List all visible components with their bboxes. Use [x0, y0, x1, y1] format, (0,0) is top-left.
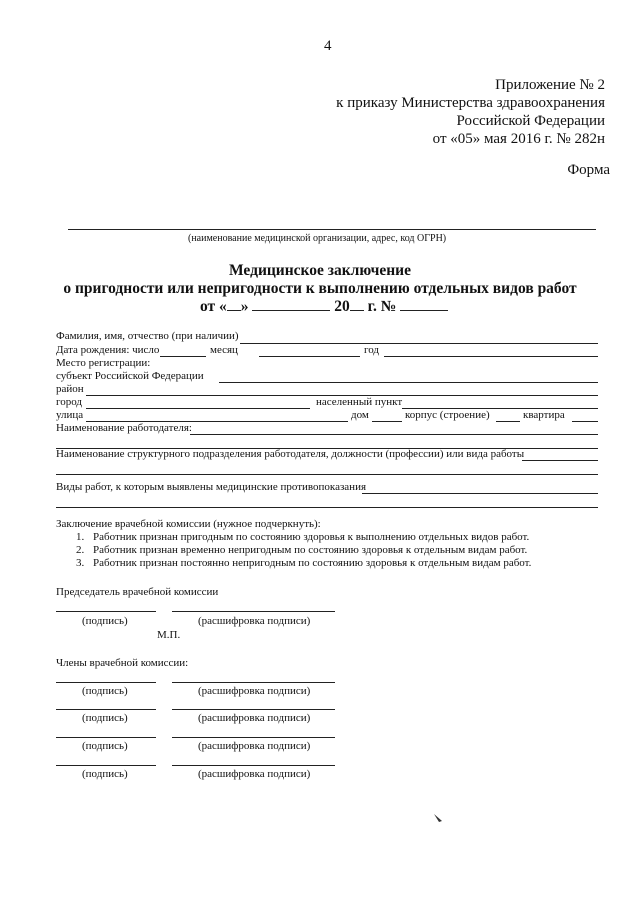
seal-label: М.П. — [157, 629, 181, 641]
scan-mark-icon — [432, 812, 446, 824]
member-decode-caption: (расшифровка подписи) — [198, 740, 311, 752]
building-field[interactable] — [496, 421, 520, 422]
member-decode-line[interactable] — [172, 765, 335, 766]
apartment-label: квартира — [523, 409, 565, 421]
document-title: Медицинское заключение — [229, 262, 411, 279]
appendix-line-1: Приложение № 2 — [495, 77, 605, 93]
dob-label: Дата рождения: число — [56, 344, 160, 356]
work-types-field-2[interactable] — [56, 507, 598, 508]
district-label: район — [56, 383, 84, 395]
member-signature-caption: (подпись) — [82, 685, 128, 697]
dob-month-field[interactable] — [259, 356, 360, 357]
members-heading: Члены врачебной комиссии: — [56, 657, 189, 669]
conclusion-num: 3. — [76, 557, 85, 569]
street-label: улица — [56, 409, 84, 421]
work-types-label: Виды работ, к которым выявлены медицинские противопоказания — [56, 481, 367, 493]
appendix-line-2: к приказу Министерства здравоохранения — [336, 95, 605, 111]
form-label: Форма — [567, 162, 610, 178]
apartment-field[interactable] — [572, 421, 598, 422]
conclusion-text: Работник признан пригодным по состоянию здоровья к выполнению отдельных видов работ. — [93, 531, 530, 543]
subject-label: субъект Российской Федерации — [56, 370, 204, 382]
conclusion-num: 2. — [76, 544, 85, 556]
page-number: 4 — [324, 38, 332, 54]
reg-place-label: Место регистрации: — [56, 357, 151, 369]
year-label: год — [364, 344, 380, 356]
fio-label: Фамилия, имя, отчество (при наличии) — [56, 330, 239, 342]
member-decode-caption: (расшифровка подписи) — [198, 768, 311, 780]
settlement-label: населенный пункт — [316, 396, 403, 408]
house-field[interactable] — [372, 421, 402, 422]
member-signature-line[interactable] — [56, 737, 156, 738]
document-subtitle: о пригодности или непригодности к выполнению отдельных видов работ — [63, 280, 577, 297]
employer-label: Наименование работодателя: — [56, 422, 192, 434]
conclusion-text: Работник признан постоянно непригодным по состоянию здоровья к отдельным видам работ. — [93, 557, 532, 569]
employer-field[interactable] — [190, 434, 598, 435]
chairman-decode-caption: (расшифровка подписи) — [198, 615, 311, 627]
year-prefix: 20 — [334, 298, 350, 315]
house-label: дом — [351, 409, 369, 421]
year-suffix: г. № — [367, 298, 397, 315]
department-field-2[interactable] — [56, 474, 598, 475]
conclusion-item-1[interactable] — [76, 531, 529, 543]
member-signature-caption: (подпись) — [82, 740, 128, 752]
conclusion-heading: Заключение врачебной комиссии (нужное подчеркнуть): — [56, 518, 321, 530]
chairman-signature-line[interactable] — [56, 611, 156, 612]
department-label: Наименование структурного подразделения работодателя, должности (профессии) или вида работы — [56, 448, 525, 460]
member-signature-line[interactable] — [56, 709, 156, 710]
fio-field[interactable] — [240, 343, 598, 344]
member-decode-line[interactable] — [172, 709, 335, 710]
chairman-decode-line[interactable] — [172, 611, 335, 612]
subject-field[interactable] — [219, 382, 598, 383]
member-decode-caption: (расшифровка подписи) — [198, 712, 311, 724]
date-mid: » — [240, 298, 249, 315]
org-name-line[interactable] — [68, 229, 596, 230]
month-label: месяц — [210, 344, 238, 356]
member-signature-line[interactable] — [56, 765, 156, 766]
dob-year-field[interactable] — [384, 356, 598, 357]
conclusion-item-2[interactable] — [76, 544, 527, 556]
department-field[interactable] — [522, 460, 598, 461]
chairman-heading: Председатель врачебной комиссии — [56, 586, 219, 598]
member-decode-caption: (расшифровка подписи) — [198, 685, 311, 697]
dob-day-field[interactable] — [160, 356, 206, 357]
building-label: корпус (строение) — [405, 409, 490, 421]
city-label: город — [56, 396, 83, 408]
document-date-row — [200, 298, 448, 316]
city-field[interactable] — [86, 408, 310, 409]
conclusion-num: 1. — [76, 531, 85, 543]
year-blank[interactable] — [350, 310, 364, 311]
member-decode-line[interactable] — [172, 737, 335, 738]
date-prefix: от « — [200, 298, 227, 315]
month-blank[interactable] — [252, 310, 330, 311]
conclusion-text: Работник признан временно непригодным по состоянию здоровья к отдельным видам работ. — [93, 544, 528, 556]
work-types-field[interactable] — [362, 493, 598, 494]
appendix-line-3: Российской Федерации — [456, 113, 605, 129]
conclusion-item-3[interactable] — [76, 557, 531, 569]
number-blank[interactable] — [400, 310, 448, 311]
day-blank[interactable] — [227, 310, 241, 311]
org-caption: (наименование медицинской организации, адрес, код ОГРН) — [188, 233, 447, 244]
member-signature-line[interactable] — [56, 682, 156, 683]
member-signature-caption: (подпись) — [82, 712, 128, 724]
appendix-line-4: от «05» мая 2016 г. № 282н — [432, 131, 605, 147]
chairman-signature-caption: (подпись) — [82, 615, 128, 627]
member-decode-line[interactable] — [172, 682, 335, 683]
member-signature-caption: (подпись) — [82, 768, 128, 780]
